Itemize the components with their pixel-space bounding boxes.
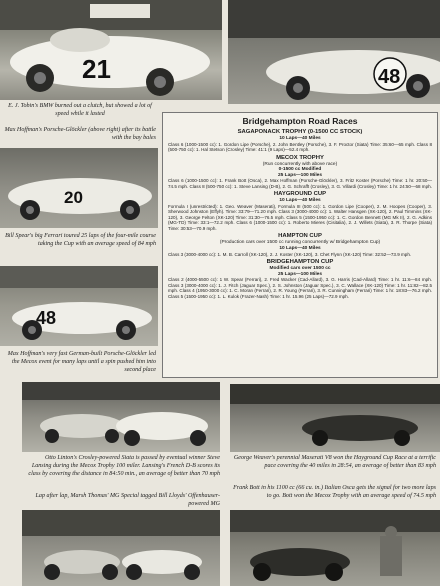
caption-weaver: George Weaver's perennial Maserati V8 won the Hayground Cup Race at a terrific pace covering the 40 miles in 28:54, an average of better than 83 mph — [233, 455, 436, 469]
section-sub: 25 Laps—100 Miles — [278, 271, 322, 277]
caption-hoffman-glockler: Max Hoffman's Porsche-Glöckler (above right) after its battle with the bay bales — [4, 127, 156, 141]
section-body: Class 3 (3000-4000 cc): 1. M. B. Carroll (XK-120), 2. J. Koster (XK-120), 3. Chet Flynn (XK-120) Time: 32:52—73.9 mph. — [168, 251, 412, 257]
section-title: SAGAPONACK TROPHY (0-1500 CC STOCK) — [237, 129, 363, 135]
photo-siata-db — [22, 382, 220, 452]
section-sub: (Production cars over 1500 cc running concurrently w/ Bridgehampton Cup) — [219, 240, 381, 246]
section-sub: Modified cars over 1500 cc — [269, 266, 331, 272]
section-sub: 0-1500 cc Modified — [278, 167, 322, 173]
photo-mg-specials — [22, 510, 220, 586]
car-number: 48 — [378, 66, 401, 88]
results-title: Bridgehampton Road Races — [242, 116, 358, 126]
results-section-bridgehampton — [168, 259, 432, 299]
photo-ferrari-20 — [0, 148, 158, 228]
results-section-sagaponack — [168, 129, 432, 153]
section-title: HAMPTON CUP — [278, 233, 322, 240]
photo-maserati — [230, 384, 440, 452]
photo-porsche-48-mecox — [0, 266, 158, 346]
section-title: BRIDGEHAMPTON CUP — [266, 259, 334, 266]
caption-siata-lansing: Otto Linton's Crosley-powered Siata is passed by eventual winner Steve Lansing during the Mecox Trophy 100 miler. Lansing's French D-B scores its class by covering the distance in 84:50 min., an average of better than 70 mph — [28, 455, 220, 477]
car-number: 48 — [36, 308, 57, 328]
results-section-mecox — [168, 155, 432, 190]
section-sub: (Run concurrently with above race) — [262, 161, 338, 167]
photo-osca — [230, 510, 440, 586]
section-sub: 25 Laps—100 Miles — [278, 172, 322, 178]
results-section-hampton — [168, 233, 432, 257]
photo-porsche-48 — [228, 0, 440, 104]
section-body: Class 2 (4000-5500 cc): 1 W. Spear (Ferrari), 2. Fred Wacker (Cad-Allard), 3. G. Harris (Cad-Allard) Time: 1 hr. 11:6—84 mph. Class 3 (3000-4000 cc): 1. J. Fitch (Jaguar Spec.), 2. S. Johnston (Jaguar Spec.), 3. C. Wallace (XK-120) Time: 1 hr. 11:82—82.5 mph. Class 4 (1950-3000 cc): 1. C. Moran (Ferrari), 2. R. Young (Ferrari), 3. R. Cunningham (Ferrari) Time: 1 hr. 18:83—76.2 mph. Class 5 (1500-1950 cc): 1. L. Kulok (Frazer-Nash) Time: 1 hr. 15.96 (25 Laps)—72.9 mph. — [168, 277, 432, 299]
results-section-hayground — [168, 191, 432, 231]
section-body: Class 6 (1000-1500 cc): 1. Frank Bott (Osca), 2. Max Hoffman (Porsche-Glöckler), 3. Fritz Koster (Porsche) Time: 1 hr. 20:50—74.5 mph. Class 8 (500-750 cc): 1. Steve Lansing (D-B), 2. G. Schrafft (Crosley), 3. G. Villardi (Crosley) Time: 1 hr. 24:50—68 mph. — [168, 178, 432, 189]
caption-hoffman-german: Max Hoffman's very fast German-built Porsche-Glöckler led the Mecox event for many laps until a spin pushed him into second place — [7, 351, 156, 373]
section-sub: 10 Laps—40 Miles — [279, 246, 321, 252]
caption-spear: Bill Spear's big Ferrari toured 25 laps of the four-mile course taking the Cup with an average speed of 84 mph — [5, 233, 156, 247]
section-sub: 10 Laps—40 Miles — [279, 136, 321, 141]
caption-bott: Frank Bott in his 1100 cc (66 cu. in.) Italian Osca gets the signal for two more laps to go. Bott won the Mecox Trophy with an average speed of 74.5 mph — [233, 485, 436, 499]
car-number: 21 — [82, 54, 111, 84]
section-title: HAYGROUND CUP — [273, 191, 327, 198]
race-results-box — [162, 112, 438, 378]
section-body: Class 6 (1000-1500 cc): 1. Gordon Lipe (Porsche), 2. John Bentley (Porsche), 3. F. Proctor (Siata) Time: 35:60—65 mph. Class 8 (500-750 cc): 1. Hal Stetson (Crosley) Time: 41:1 (9 Laps)—52.4 mph. — [168, 141, 432, 153]
car-number: 20 — [64, 188, 83, 207]
section-body: Formula I (unrestricted): 1. Geo. Weaver (Maserati), Formula III (500 cc): 1. Gordon Lipe (Cooper), 2. M. Hoopes (Cooper), 3. Sherwood Johnston (Effyh). Time: 33:79—71.20 mph. Class 3 (3000-4000 cc): 1. Walter Hansgen (XK-120), 2. Paul Timmins (XK-120), 3. George Felton (XK-120) Time: 31:30—76.5 mph. Class 5 (1500-1950 cc): 1. C. Gordon Bennett (MG Mk II), 2. G. Adkins (MG-TD) Time: 33:1—72.2 mph. Class 6 (1000-1500 cc): 1. Roberto Mieres (Cisitalia), 2. J. Willets (Siata), 3. R. Thorpe (Siata) Time: 30:53—70.9 mph. — [168, 203, 432, 231]
caption-tobin: E. J. Tobin's BMW burned out a clutch, but showed a lot of speed while it lasted — [8, 103, 152, 117]
caption-thomas: Lap after lap, Marsh Thomas' MG Special tagged Bill Lloyds' Offenhauser-powered MG — [35, 493, 220, 507]
section-sub: 10 Laps—40 Miles — [279, 198, 321, 204]
section-title: MECOX TROPHY — [276, 154, 324, 161]
photo-bmw-21 — [0, 0, 222, 100]
